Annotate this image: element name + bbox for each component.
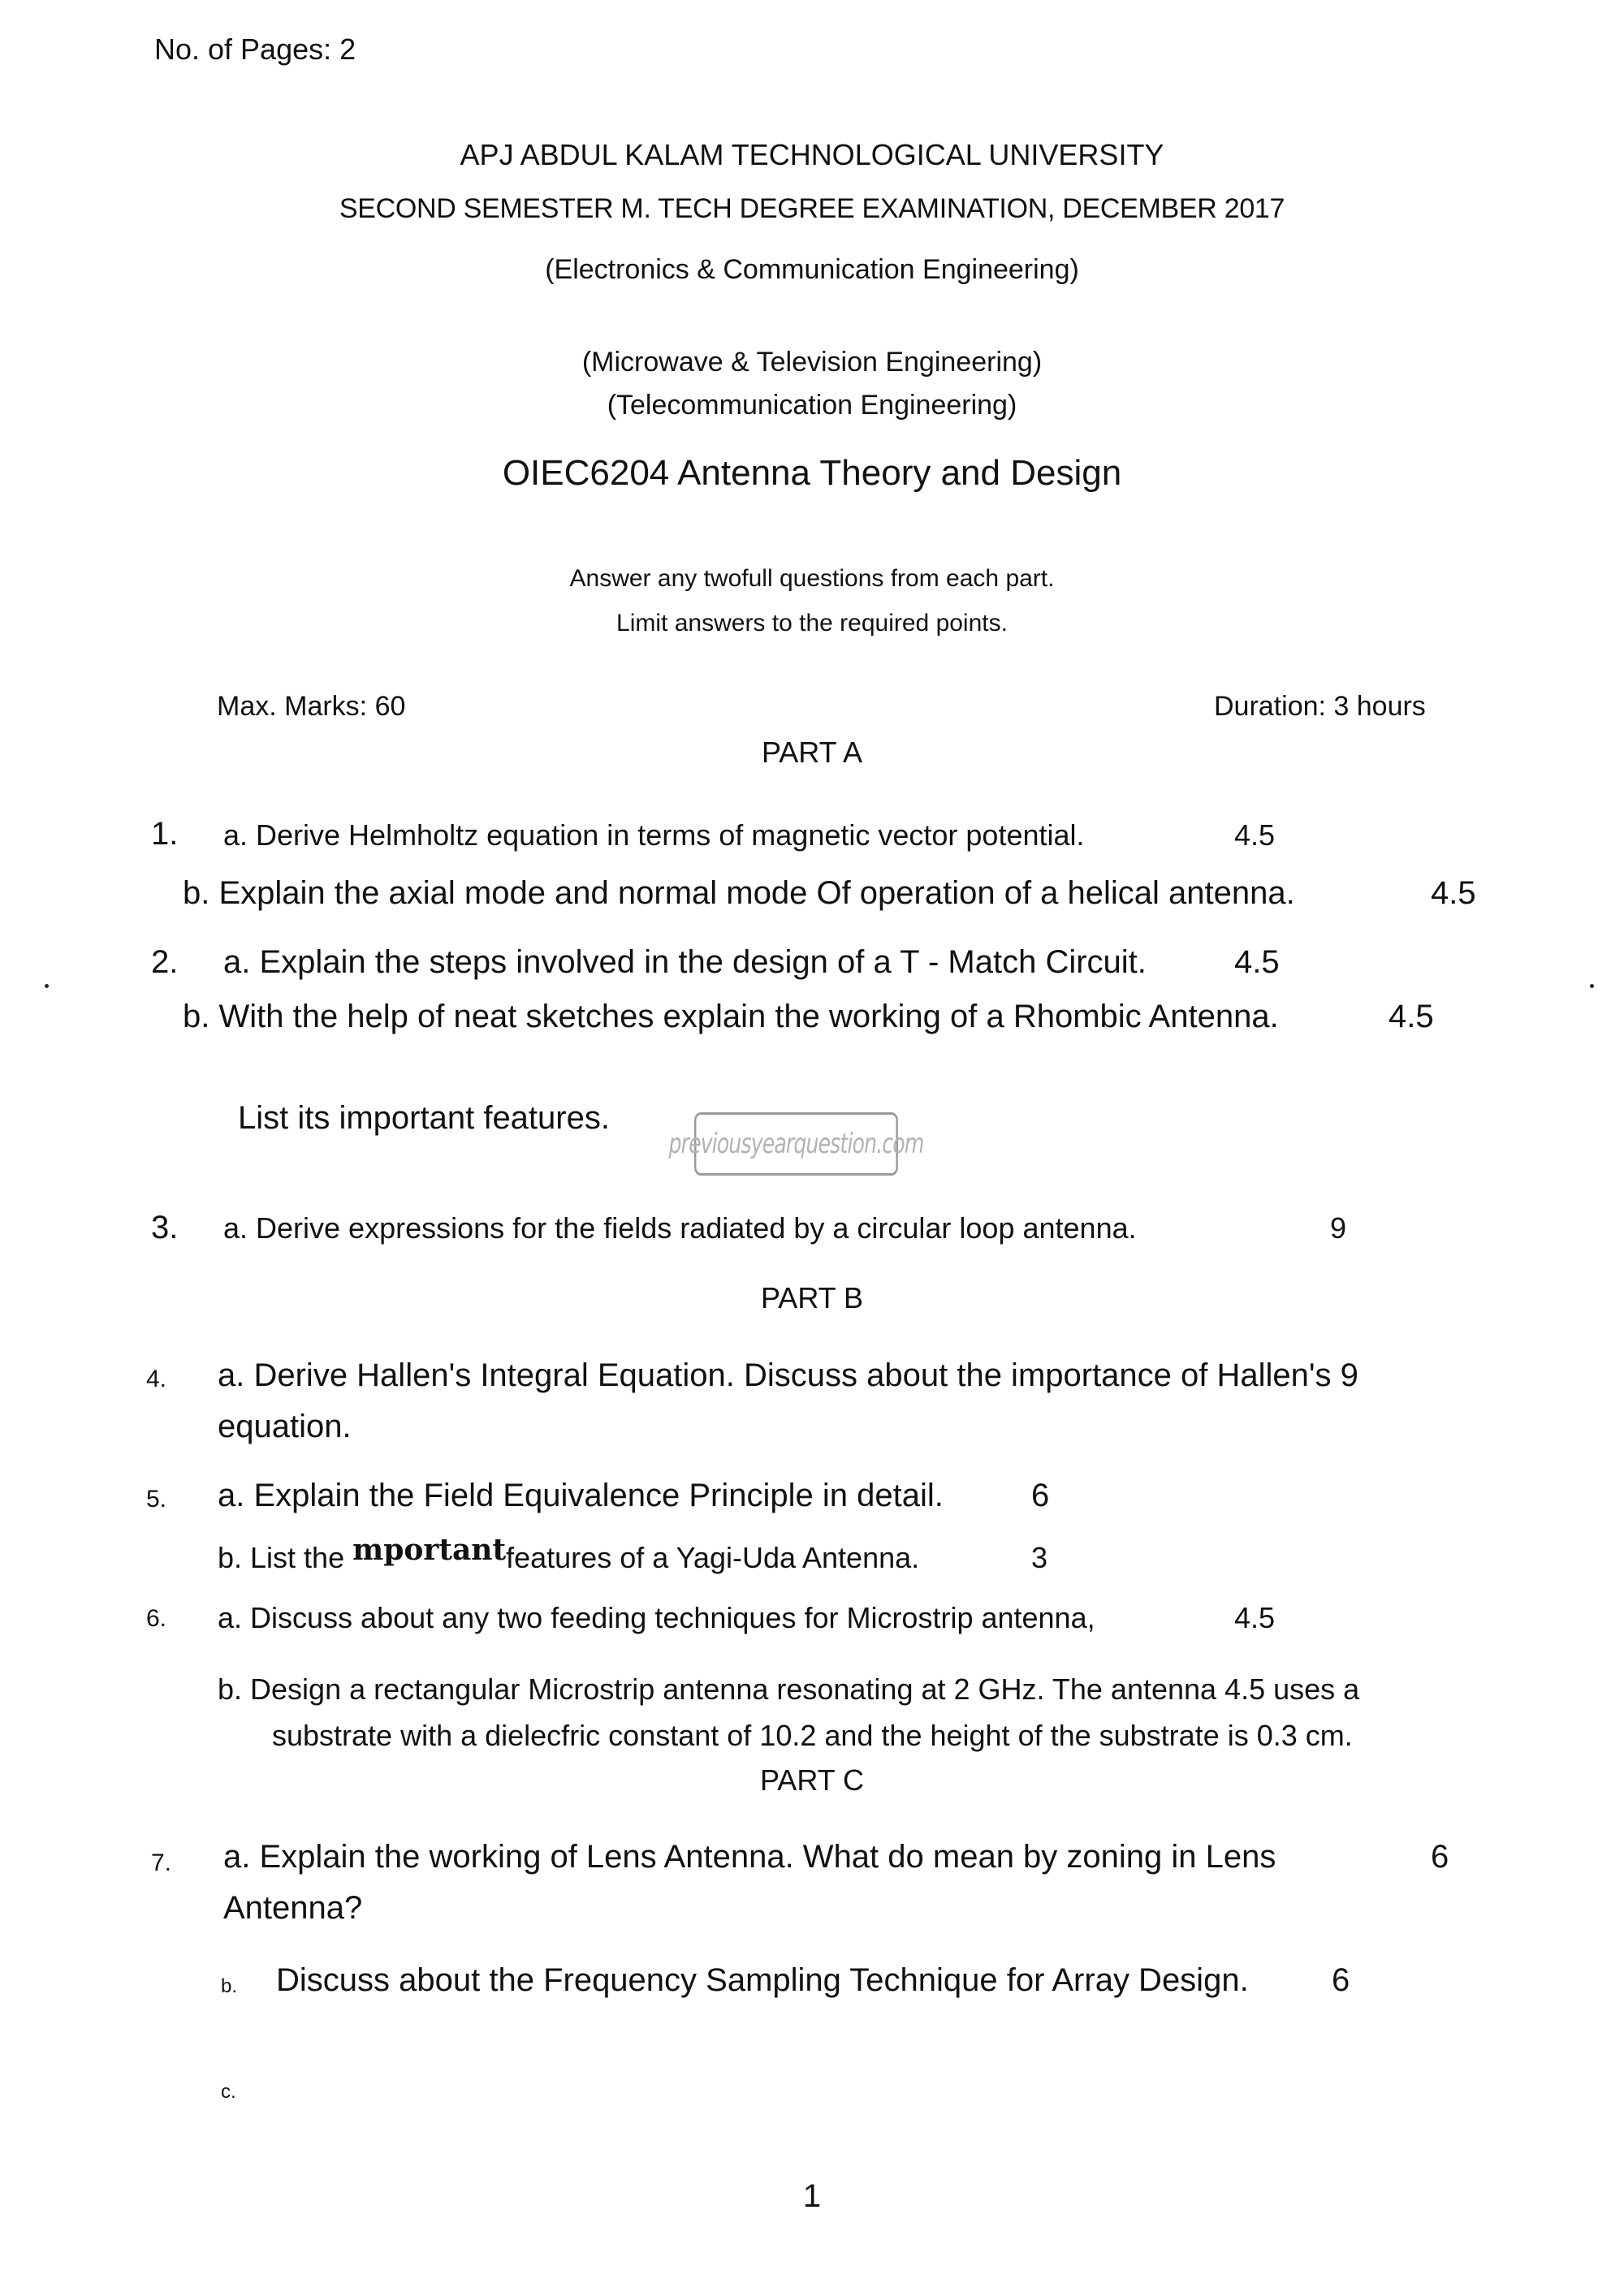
question-5b-bold-word: mportant	[352, 1533, 507, 1567]
question-number-7: 7.	[151, 1849, 172, 1876]
question-5b-suffix: features of a Yagi-Uda Antenna.	[506, 1541, 920, 1574]
question-2a: a. Explain the steps involved in the design of a T - Match Circuit.	[223, 944, 1147, 980]
part-a-heading: PART A	[761, 736, 863, 769]
question-number-1: 1.	[151, 816, 179, 852]
question-number-3: 3.	[151, 1210, 179, 1245]
branch-line-2: (Microwave & Television Engineering)	[581, 347, 1043, 378]
scan-speck-right	[1590, 984, 1594, 988]
question-4a-line-2: equation.	[218, 1409, 352, 1444]
question-1b-marks: 4.5	[1431, 875, 1476, 911]
instruction-2: Limit answers to the required points.	[616, 610, 1008, 637]
duration: Duration: 3 hours	[1214, 691, 1426, 722]
question-5a-marks: 6	[1031, 1478, 1050, 1513]
branch-line-3: (Telecommunication Engineering)	[607, 390, 1017, 421]
question-6a: a. Discuss about any two feeding techniques for Microstrip antenna,	[218, 1601, 1095, 1634]
question-2a-marks: 4.5	[1234, 944, 1280, 980]
page-number: 1	[802, 2178, 822, 2214]
question-2b: b. With the help of neat sketches explain the working of a Rhombic Antenna.	[183, 999, 1279, 1034]
question-5b-prefix: b. List the	[218, 1541, 353, 1574]
question-5b	[218, 1533, 920, 1575]
question-7b-marks: 6	[1332, 1962, 1350, 1998]
question-3a: a. Derive expressions for the fields radiated by a circular loop antenna.	[223, 1211, 1137, 1245]
question-7a-line-2: Antenna?	[223, 1890, 363, 1926]
page-count: No. of Pages: 2	[154, 32, 356, 66]
question-5a: a. Explain the Field Equivalence Principle in detail.	[218, 1478, 944, 1513]
university-name: APJ ABDUL KALAM TECHNOLOGICAL UNIVERSITY	[460, 138, 1164, 171]
question-6b-line-1: b. Design a rectangular Microstrip antenna resonating at 2 GHz. The antenna 4.5 uses a	[218, 1672, 1360, 1706]
question-7b-label: b.	[221, 1975, 238, 1997]
question-2b-continuation: List its important features.	[238, 1100, 610, 1136]
question-7a-marks: 6	[1431, 1839, 1449, 1875]
part-b-heading: PART B	[760, 1281, 864, 1314]
watermark-logo: previousyearquestion.com	[694, 1112, 898, 1176]
question-6a-marks: 4.5	[1234, 1601, 1276, 1634]
branch-line-1: (Electronics & Communication Engineering)	[545, 254, 1079, 285]
max-marks: Max. Marks: 60	[217, 691, 406, 722]
question-7c-label: c.	[221, 2081, 236, 2103]
question-number-2: 2.	[151, 944, 179, 980]
question-5b-marks: 3	[1031, 1541, 1048, 1574]
question-2b-marks: 4.5	[1389, 999, 1434, 1034]
question-1a: a. Derive Helmholtz equation in terms of magnetic vector potential.	[223, 818, 1085, 852]
question-4a-line-1: a. Derive Hallen's Integral Equation. Discuss about the importance of Hallen's 9	[218, 1357, 1358, 1393]
question-7b: Discuss about the Frequency Sampling Technique for Array Design.	[276, 1962, 1249, 1998]
exam-title: SECOND SEMESTER M. TECH DEGREE EXAMINATION, DECEMBER 2017	[339, 193, 1285, 224]
instruction-1: Answer any twofull questions from each part.	[569, 565, 1055, 592]
question-6b-line-2: substrate with a dielecfric constant of 10.2 and the height of the substrate is 0.3 cm.	[272, 1719, 1353, 1752]
course-title: OIEC6204 Antenna Theory and Design	[502, 453, 1122, 493]
question-number-4: 4.	[146, 1366, 167, 1392]
scan-speck-left	[45, 984, 49, 988]
question-7a-line-1: a. Explain the working of Lens Antenna. What do mean by zoning in Lens	[223, 1839, 1276, 1875]
part-c-heading: PART C	[759, 1763, 865, 1797]
question-1b: b. Explain the axial mode and normal mode Of operation of a helical antenna.	[183, 875, 1295, 911]
question-3a-marks: 9	[1330, 1211, 1347, 1245]
question-number-6: 6.	[146, 1605, 167, 1632]
question-number-5: 5.	[146, 1486, 167, 1513]
question-1a-marks: 4.5	[1234, 818, 1276, 852]
